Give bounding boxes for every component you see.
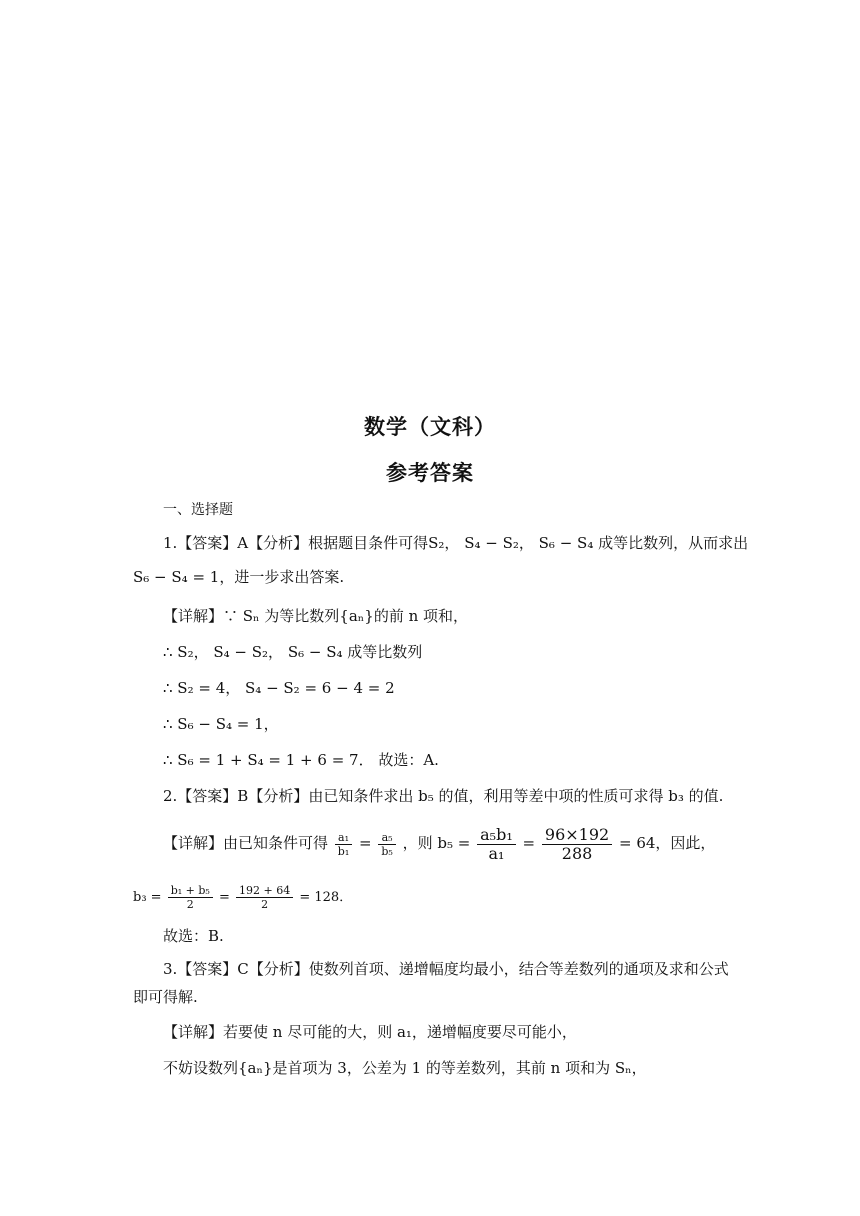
- q1-detail-5: ∴ S₆ = 1 + S₄ = 1 + 6 = 7． 故选：A.: [163, 751, 439, 769]
- fraction-a5b1-a1: [477, 826, 516, 863]
- fraction-numerator: a₁: [335, 831, 352, 845]
- fraction-numerator: b₁ + b₅: [168, 884, 213, 898]
- q2-detail-3: 故选：B.: [163, 927, 224, 945]
- q3-detail-2: 不妨设数列{aₙ}是首项为 3，公差为 1 的等差数列，其前 n 项和为 Sₙ，: [163, 1059, 647, 1077]
- q1-answer-line: 1.【答案】A【分析】根据题目条件可得S₂， S₄ − S₂， S₆ − S₄ 成等比数列，从而求出: [163, 534, 749, 552]
- fraction-denominator: a₁: [488, 843, 505, 863]
- fraction-numerator: 192 + 64: [236, 884, 293, 898]
- fraction-denominator: 2: [261, 898, 269, 911]
- q2-answer-line: 2.【答案】B【分析】由已知条件求出 b₅ 的值，利用等差中项的性质可求得 b₃ 的值.: [163, 787, 724, 805]
- q2-detail-2: [133, 878, 352, 918]
- fraction-denominator: 2: [186, 898, 194, 911]
- fraction-denominator: b₅: [381, 844, 393, 858]
- fraction-a1-b1: [335, 831, 352, 858]
- page-subtitle: 参考答案: [386, 461, 474, 485]
- q3-answer-line-2: 即可得解.: [133, 988, 198, 1006]
- q2-detail-1-mid: ，则 b₅ =: [402, 834, 471, 852]
- q2-detail-2-end: = 128．: [299, 890, 353, 905]
- equals-sign: =: [359, 834, 372, 852]
- fraction-256-2: [236, 884, 293, 911]
- fraction-denominator: b₁: [337, 844, 350, 858]
- q1-answer-line-2: S₆ − S₄ = 1，进一步求出答案.: [133, 568, 345, 586]
- q2-detail-1-pre: 【详解】由已知条件可得: [163, 834, 329, 852]
- q1-detail-4: ∴ S₆ − S₄ = 1，: [163, 715, 279, 733]
- equals-sign: =: [218, 890, 230, 905]
- q3-answer-line: 3.【答案】C【分析】使数列首项、递增幅度均最小，结合等差数列的通项及求和公式: [163, 960, 729, 978]
- fraction-denominator: 288: [561, 843, 593, 863]
- q1-detail-2: ∴ S₂， S₄ − S₂， S₆ − S₄ 成等比数列: [163, 643, 423, 661]
- section-heading: 一、选择题: [163, 502, 233, 518]
- q1-detail-3: ∴ S₂ = 4， S₄ − S₂ = 6 − 4 = 2: [163, 679, 395, 697]
- fraction-numerator: 96×192: [542, 826, 612, 845]
- fraction-b1b5-2: [168, 884, 213, 911]
- q2-detail-1: [163, 820, 715, 866]
- q2-detail-1-end: = 64，因此，: [618, 834, 716, 852]
- q2-detail-2-pre: b₃ =: [133, 890, 162, 905]
- q1-detail-1: 【详解】∵ Sₙ 为等比数列{aₙ}的前 n 项和，: [163, 607, 469, 625]
- q3-detail-1: 【详解】若要使 n 尽可能的大，则 a₁，递增幅度要尽可能小，: [163, 1023, 577, 1041]
- page-title: 数学（文科）: [364, 415, 496, 439]
- fraction-numerator: a₅: [378, 831, 395, 845]
- equals-sign: =: [522, 834, 536, 852]
- fraction-numerator: a₅b₁: [477, 826, 516, 845]
- fraction-a5-b5: [378, 831, 395, 858]
- fraction-96x192-288: [542, 826, 612, 863]
